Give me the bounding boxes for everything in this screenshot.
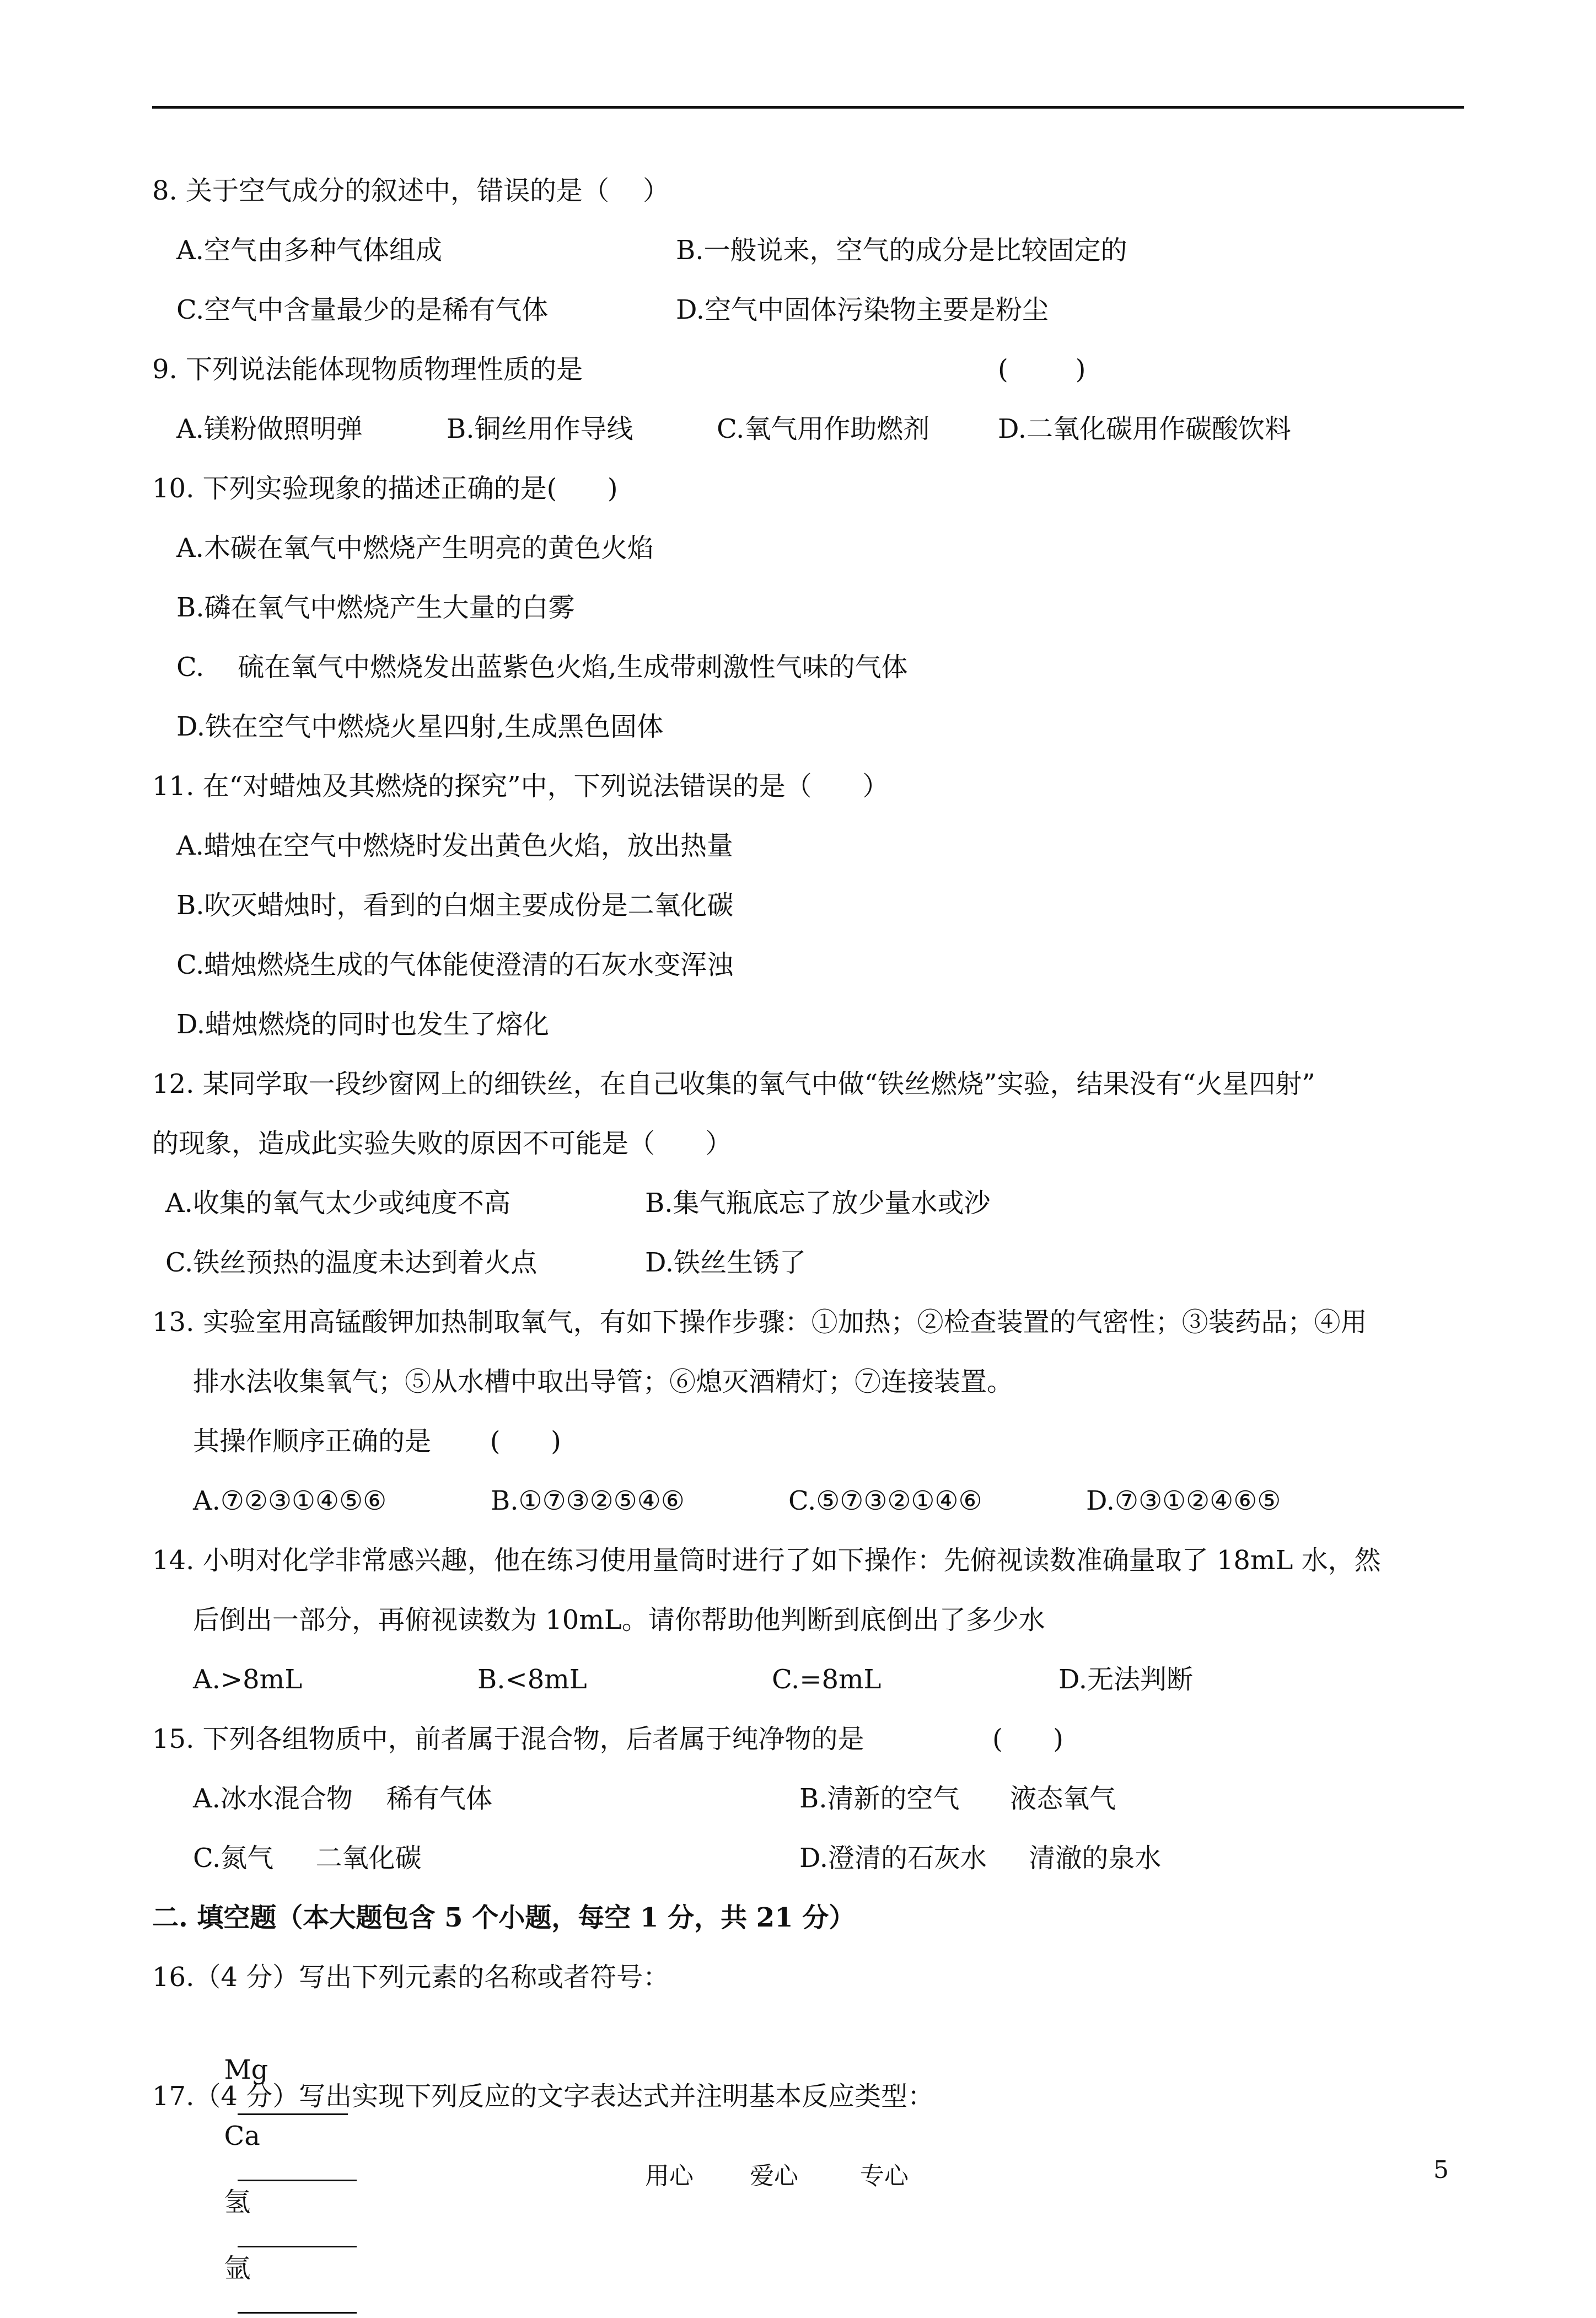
q16-item-ca: Ca bbox=[224, 2121, 260, 2151]
q9-stem: 9. 下列说法能体现物质物理性质的是 bbox=[152, 354, 583, 385]
q15-option-b: B.清新的空气 液态氧气 bbox=[799, 1783, 1116, 1814]
q13-option-c: C.⑤⑦③②①④⑥ bbox=[788, 1485, 982, 1516]
q8-option-d: D.空气中固体污染物主要是粉尘 bbox=[676, 294, 1049, 325]
q11-option-a: A.蜡烛在空气中燃烧时发出黄色火焰，放出热量 bbox=[176, 830, 733, 861]
q9-option-b: B.铜丝用作导线 bbox=[447, 414, 633, 444]
header-rule bbox=[152, 106, 1464, 109]
q8-option-b: B.一般说来，空气的成分是比较固定的 bbox=[676, 235, 1127, 266]
q15-option-c: C.氮气 二氧化碳 bbox=[193, 1843, 422, 1874]
q15-stem: 15. 下列各组物质中，前者属于混合物，后者属于纯净物的是 bbox=[152, 1724, 864, 1754]
q14-option-d: D.无法判断 bbox=[1058, 1664, 1194, 1695]
q16-blank-hydrogen[interactable] bbox=[238, 2222, 357, 2247]
q9-answer-paren: ( ) bbox=[998, 354, 1086, 385]
q11-stem: 11. 在“对蜡烛及其燃烧的探究”中，下列说法错误的是（ ） bbox=[152, 771, 889, 802]
footer-motto-1: 用心 bbox=[645, 2162, 694, 2190]
q8-stem: 8. 关于空气成分的叙述中，错误的是（ ） bbox=[152, 175, 670, 206]
q13-option-a: A.⑦②③①④⑤⑥ bbox=[193, 1485, 387, 1516]
q13-stem-line1: 13. 实验室用高锰酸钾加热制取氧气，有如下操作步骤：①加热；②检查装置的气密性；③装药品；④用 bbox=[152, 1307, 1367, 1338]
q16-item-hydrogen: 氢 bbox=[224, 2187, 251, 2218]
q10-option-a: A.木碳在氧气中燃烧产生明亮的黄色火焰 bbox=[176, 533, 654, 564]
q14-option-a: A.>8mL bbox=[193, 1664, 303, 1695]
q14-option-c: C.=8mL bbox=[772, 1664, 882, 1695]
q13-option-b: B.①⑦③②⑤④⑥ bbox=[491, 1485, 685, 1516]
q16-blank-argon[interactable] bbox=[238, 2288, 357, 2314]
q10-option-b: B.磷在氧气中燃烧产生大量的白雾 bbox=[176, 592, 575, 623]
q10-stem: 10. 下列实验现象的描述正确的是( ) bbox=[152, 473, 618, 504]
q8-option-a: A.空气由多种气体组成 bbox=[176, 235, 442, 266]
q16-blank-ca[interactable] bbox=[238, 2155, 357, 2181]
page-number: 5 bbox=[1433, 2156, 1449, 2184]
q10-option-d: D.铁在空气中燃烧火星四射,生成黑色固体 bbox=[176, 711, 664, 742]
q14-option-b: B.<8mL bbox=[477, 1664, 587, 1695]
q12-stem-line1: 12. 某同学取一段纱窗网上的细铁丝，在自己收集的氧气中做“铁丝燃烧”实验，结果没有“火星四射” bbox=[152, 1069, 1315, 1099]
q8-option-c: C.空气中含量最少的是稀有气体 bbox=[176, 294, 549, 325]
q13-stem-line2: 排水法收集氧气；⑤从水槽中取出导管；⑥熄灭酒精灯；⑦连接装置。 bbox=[193, 1366, 1014, 1397]
q12-stem-line2: 的现象，造成此实验失败的原因不可能是（ ） bbox=[152, 1128, 732, 1159]
footer-motto-3: 专心 bbox=[860, 2162, 909, 2190]
q15-option-d: D.澄清的石灰水 清澈的泉水 bbox=[799, 1843, 1162, 1874]
q17-stem: 17.（4 分）写出实现下列反应的文字表达式并注明基本反应类型： bbox=[152, 2081, 934, 2112]
q14-stem-line1: 14. 小明对化学非常感兴趣，他在练习使用量筒时进行了如下操作：先俯视读数准确量取了 18mL 水，然 bbox=[152, 1545, 1381, 1576]
q9-option-c: C.氧气用作助燃剂 bbox=[717, 414, 930, 444]
q11-option-b: B.吹灭蜡烛时，看到的白烟主要成份是二氧化碳 bbox=[176, 890, 734, 921]
q16-item-argon: 氩 bbox=[224, 2253, 251, 2284]
q13-option-d: D.⑦③①②④⑥⑤ bbox=[1086, 1485, 1281, 1516]
q9-option-a: A.镁粉做照明弹 bbox=[176, 414, 363, 444]
q9-option-d: D.二氧化碳用作碳酸饮料 bbox=[998, 414, 1292, 444]
q12-option-d: D.铁丝生锈了 bbox=[645, 1247, 807, 1278]
q12-option-b: B.集气瓶底忘了放少量水或沙 bbox=[645, 1188, 991, 1219]
q15-answer-paren: ( ) bbox=[992, 1724, 1063, 1754]
q16-stem: 16.（4 分）写出下列元素的名称或者符号： bbox=[152, 1962, 670, 1993]
q11-option-c: C.蜡烛燃烧生成的气体能使澄清的石灰水变浑浊 bbox=[176, 949, 734, 980]
q16-blank-row bbox=[207, 2020, 379, 2318]
q10-option-c: C. 硫在氧气中燃烧发出蓝紫色火焰,生成带刺激性气味的气体 bbox=[176, 652, 908, 683]
q12-option-c: C.铁丝预热的温度未达到着火点 bbox=[165, 1247, 538, 1278]
q15-option-a: A.冰水混合物 稀有气体 bbox=[193, 1783, 492, 1814]
q13-stem-line3: 其操作顺序正确的是 ( ) bbox=[193, 1426, 561, 1457]
q16-item-mg: Mg bbox=[224, 2054, 268, 2085]
section-heading-fill-in: 二. 填空题（本大题包含 5 个小题，每空 1 分，共 21 分） bbox=[152, 1902, 856, 1933]
q14-stem-line2: 后倒出一部分，再俯视读数为 10mL。请你帮助他判断到底倒出了多少水 bbox=[193, 1605, 1045, 1635]
q11-option-d: D.蜡烛燃烧的同时也发生了熔化 bbox=[176, 1009, 550, 1040]
footer-motto-2: 爱心 bbox=[750, 2162, 798, 2190]
q12-option-a: A.收集的氧气太少或纯度不高 bbox=[165, 1188, 510, 1219]
